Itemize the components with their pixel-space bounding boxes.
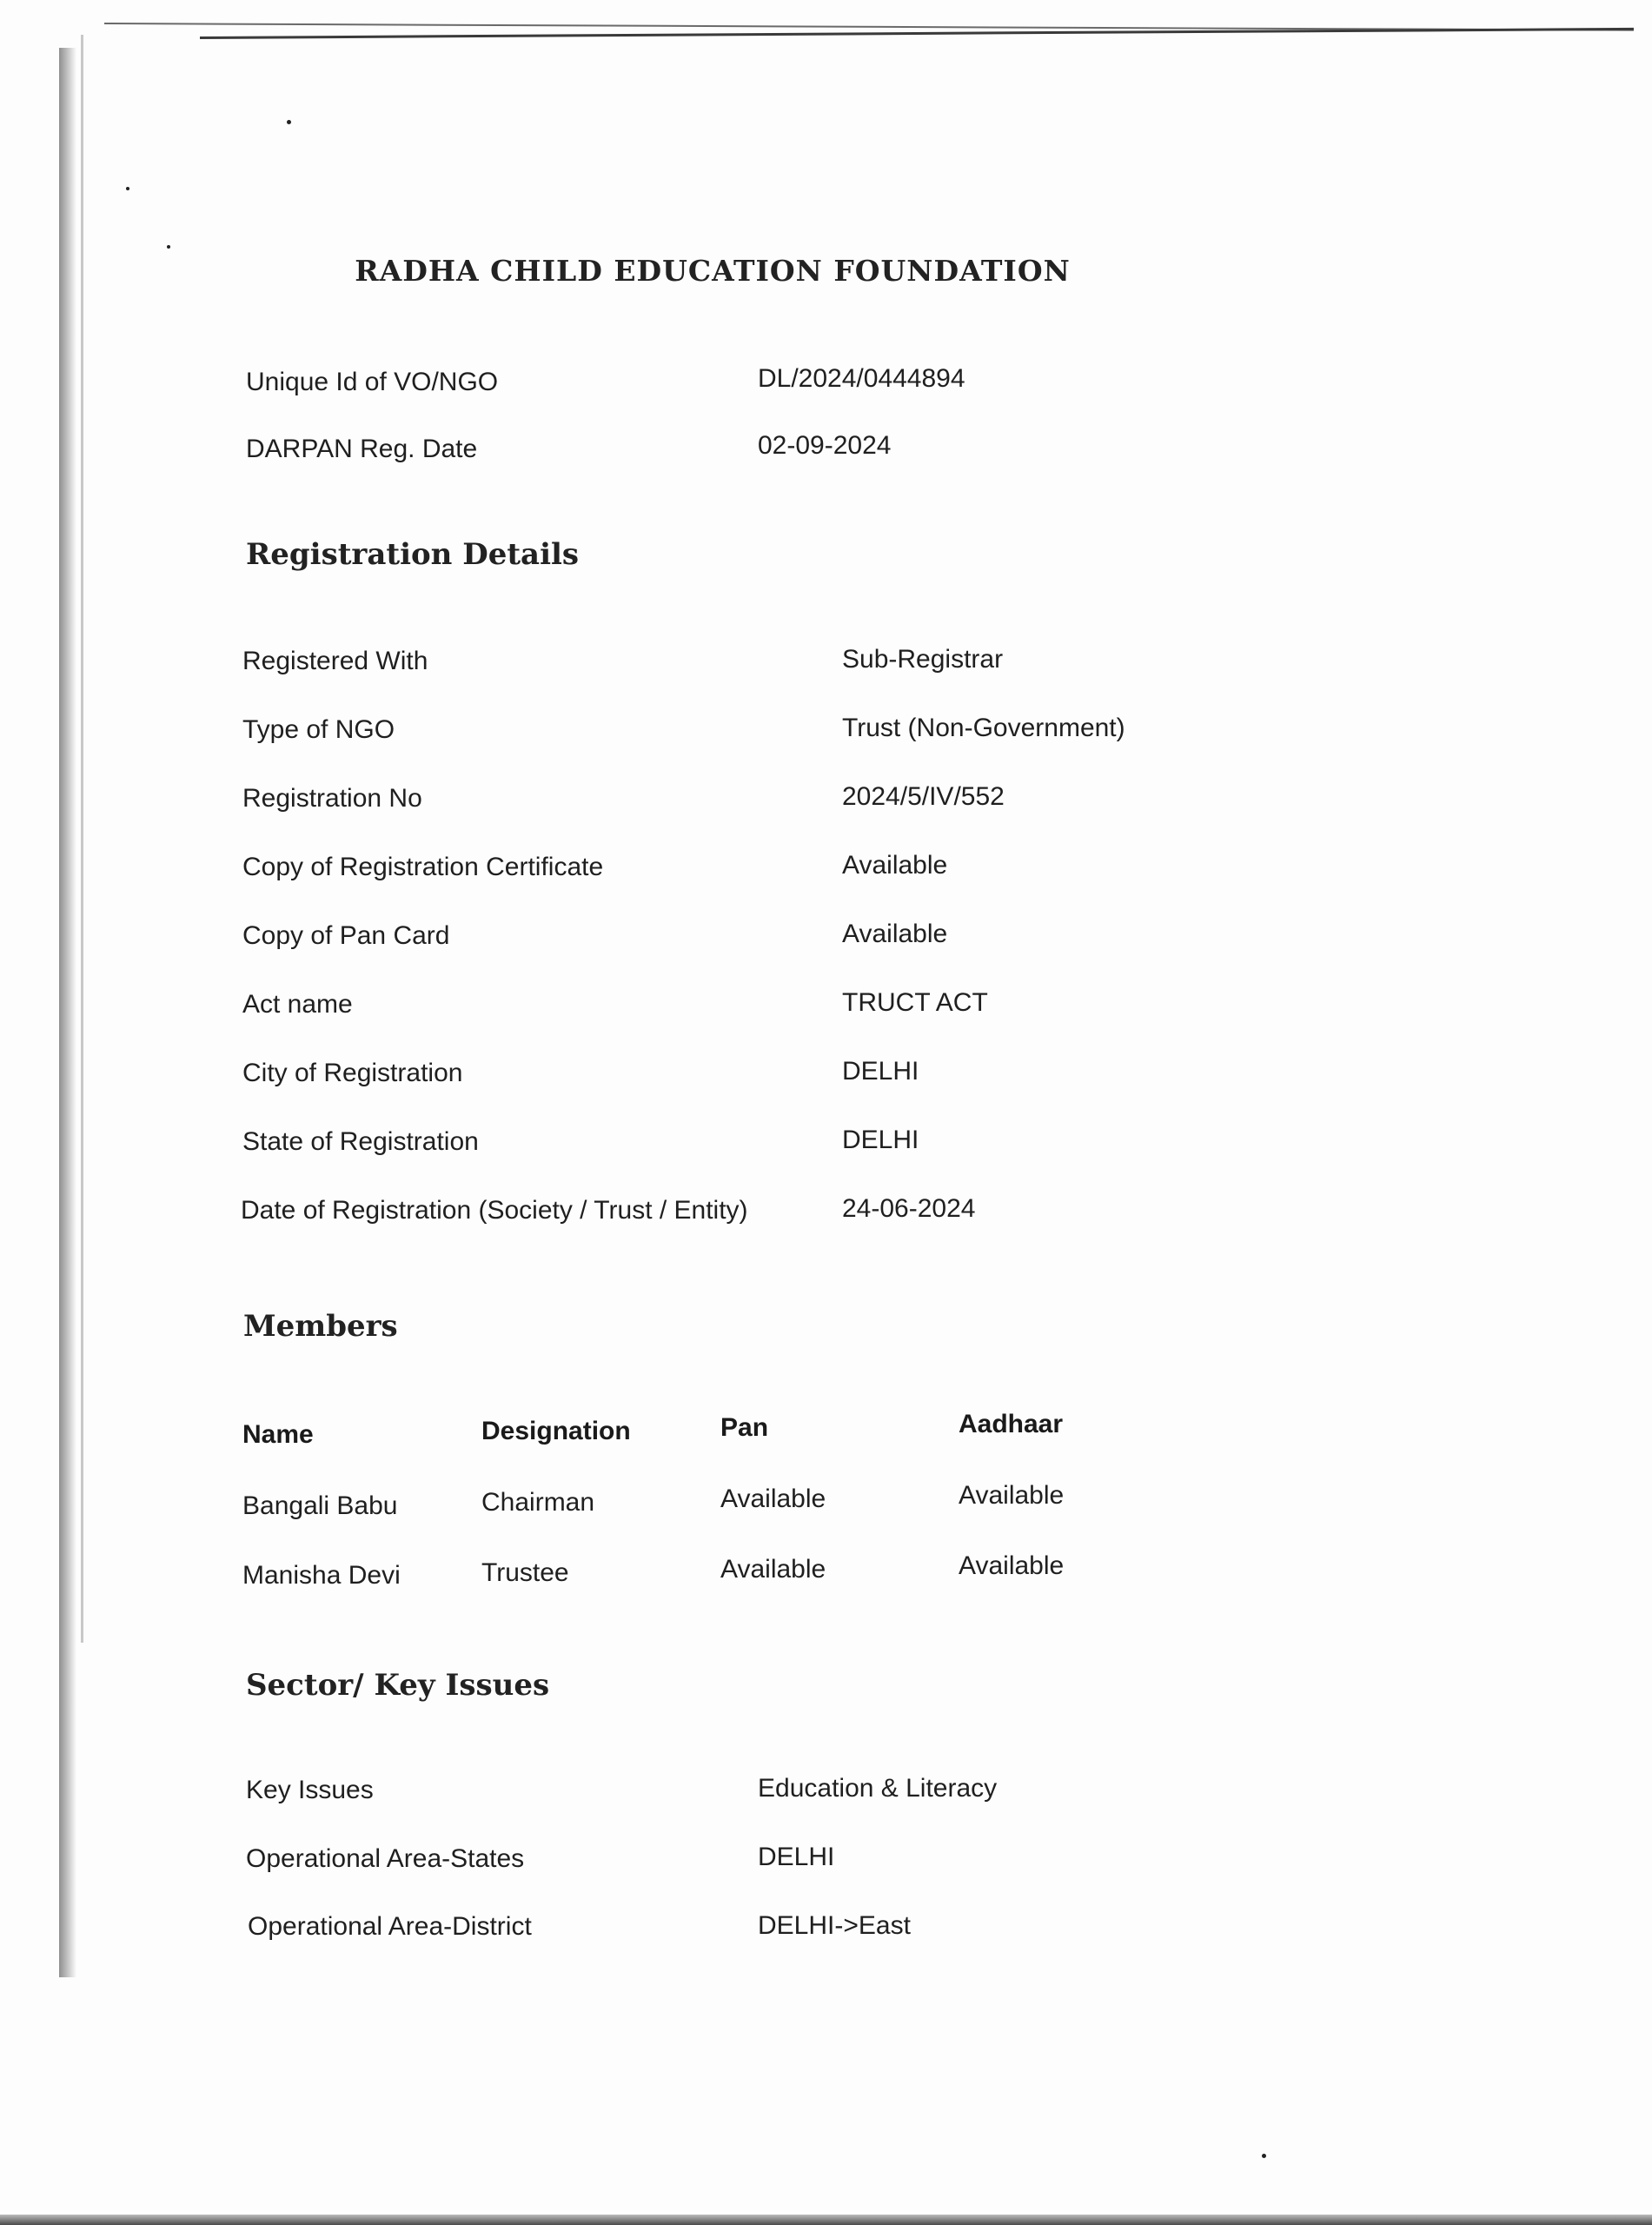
darpan-date-label: DARPAN Reg. Date — [246, 435, 478, 463]
scan-shadow-left — [59, 48, 76, 1977]
column-header-aadhaar: Aadhaar — [959, 1410, 1064, 1438]
list-item-value: Available — [842, 851, 948, 880]
list-item-value: DELHI->East — [758, 1911, 911, 1940]
list-item-value: TRUCT ACT — [842, 988, 988, 1017]
table-cell-pan: Available — [720, 1555, 826, 1584]
table-cell-designation: Trustee — [481, 1558, 569, 1587]
list-item-value: 2024/5/IV/552 — [842, 782, 1005, 811]
list-item-label: Key Issues — [246, 1776, 374, 1804]
scan-speck — [167, 245, 170, 249]
list-item-label: Type of NGO — [242, 715, 395, 744]
column-header-pan: Pan — [720, 1413, 769, 1442]
table-cell-designation: Chairman — [481, 1488, 595, 1517]
registration-details-heading: Registration Details — [246, 537, 580, 572]
darpan-date-value: 02-09-2024 — [758, 431, 892, 460]
scan-line-top-2 — [200, 28, 1634, 39]
sector-key-issues-heading: Sector/ Key Issues — [246, 1668, 550, 1703]
list-item-label: City of Registration — [242, 1059, 463, 1087]
list-item-value: Available — [842, 920, 948, 948]
list-item-value: DELHI — [842, 1126, 919, 1154]
table-cell-aadhaar: Available — [959, 1481, 1065, 1510]
unique-id-label: Unique Id of VO/NGO — [246, 368, 499, 396]
scan-shadow-bottom — [0, 2215, 1652, 2225]
table-cell-name: Bangali Babu — [242, 1491, 398, 1520]
organization-title: RADHA CHILD EDUCATION FOUNDATION — [355, 254, 1071, 288]
table-cell-aadhaar: Available — [959, 1551, 1065, 1580]
list-item-label: Operational Area-States — [246, 1844, 525, 1873]
scan-speck — [1262, 2154, 1266, 2158]
list-item-label: Copy of Pan Card — [242, 921, 450, 950]
list-item-label: State of Registration — [242, 1127, 479, 1156]
list-item-label: Operational Area-District — [248, 1912, 532, 1941]
column-header-designation: Designation — [481, 1417, 631, 1445]
list-item-value: DELHI — [842, 1057, 919, 1086]
list-item-value: Trust (Non-Government) — [842, 714, 1125, 742]
members-heading: Members — [243, 1309, 398, 1344]
list-item-value: Education & Literacy — [758, 1774, 998, 1803]
list-item-value: 24-06-2024 — [842, 1194, 976, 1223]
scan-speck — [287, 120, 291, 124]
list-item-label: Act name — [242, 990, 353, 1019]
list-item-label: Copy of Registration Certificate — [242, 853, 604, 881]
list-item-label: Registration No — [242, 784, 422, 813]
list-item-value: Sub-Registrar — [842, 645, 1004, 674]
list-item-label: Date of Registration (Society / Trust / Entity) — [241, 1196, 748, 1225]
table-cell-name: Manisha Devi — [242, 1561, 401, 1590]
list-item-value: DELHI — [758, 1843, 835, 1871]
list-item-label: Registered With — [242, 647, 428, 675]
scan-speck — [126, 187, 129, 190]
table-cell-pan: Available — [720, 1484, 826, 1513]
column-header-name: Name — [242, 1420, 314, 1449]
unique-id-value: DL/2024/0444894 — [758, 364, 965, 393]
